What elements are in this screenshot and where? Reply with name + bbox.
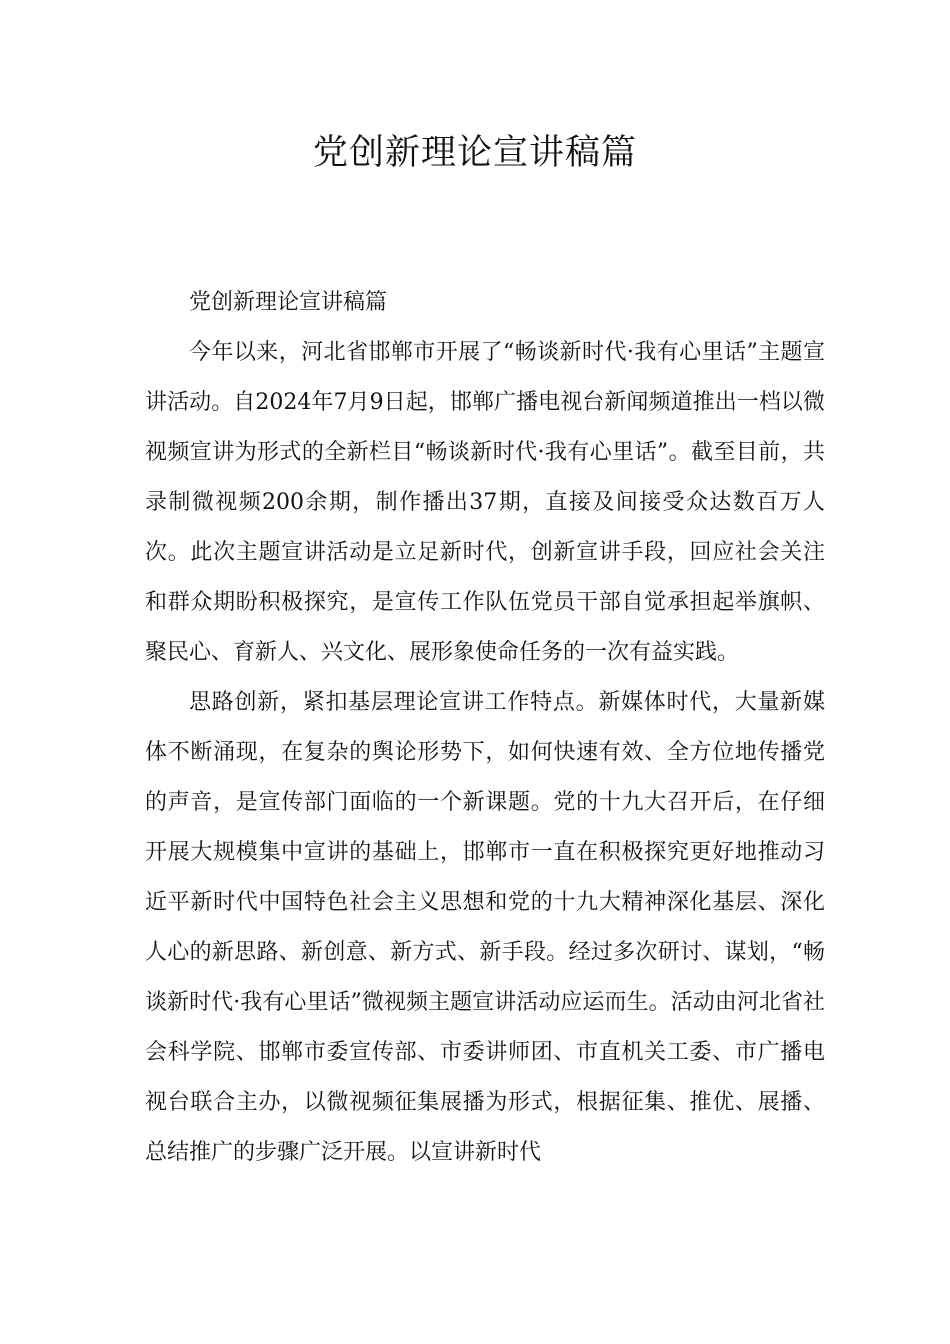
paragraph-innovation: 思路创新，紧扣基层理论宣讲工作特点。新媒体时代，大量新媒体不断涌现，在复杂的舆论形势下，如何快速有效、全方位地传播党的声音，是宣传部门面临的一个新课题。党的十九大召开后，在仔细开展大规模集中宣讲的基础上，邯郸市一直在积极探究更好地推动习近平新时代中国特色社会主义思想和党的十九大精神深化基层、深化人心的新思路、新创意、新方式、新手段。经过多次研讨、谋划，“畅谈新时代·我有心里话”微视频主题宣讲活动应运而生。活动由河北省社会科学院、邯郸市委宣传部、市委讲师团、市直机关工委、市广播电视台联合主办，以微视频征集展播为形式，根据征集、推优、展播、总结推广的步骤广泛开展。以宣讲新时代 [145, 690, 825, 1165]
body-heading: 党创新理论宣讲稿篇 [189, 290, 388, 315]
document-title: 党创新理论宣讲稿篇 [312, 133, 637, 173]
paragraph-intro: 今年以来，河北省邯郸市开展了“畅谈新时代·我有心里话”主题宣讲活动。自2024年7月9日起，邯郸广播电视台新闻频道推出一档以微视频宣讲为形式的全新栏目“畅谈新时代·我有心里话”。截至目前，共录制微视频200余期，制作播出37期，直接及间接受众达数百万人次。此次主题宣讲活动是立足新时代，创新宣讲手段，回应社会关注和群众期盼积极探究，是宣传工作队伍党员干部自觉承担起举旗帜、聚民心、育新人、兴文化、展形象使命任务的一次有益实践。 [145, 340, 825, 665]
document-body [145, 278, 825, 1178]
